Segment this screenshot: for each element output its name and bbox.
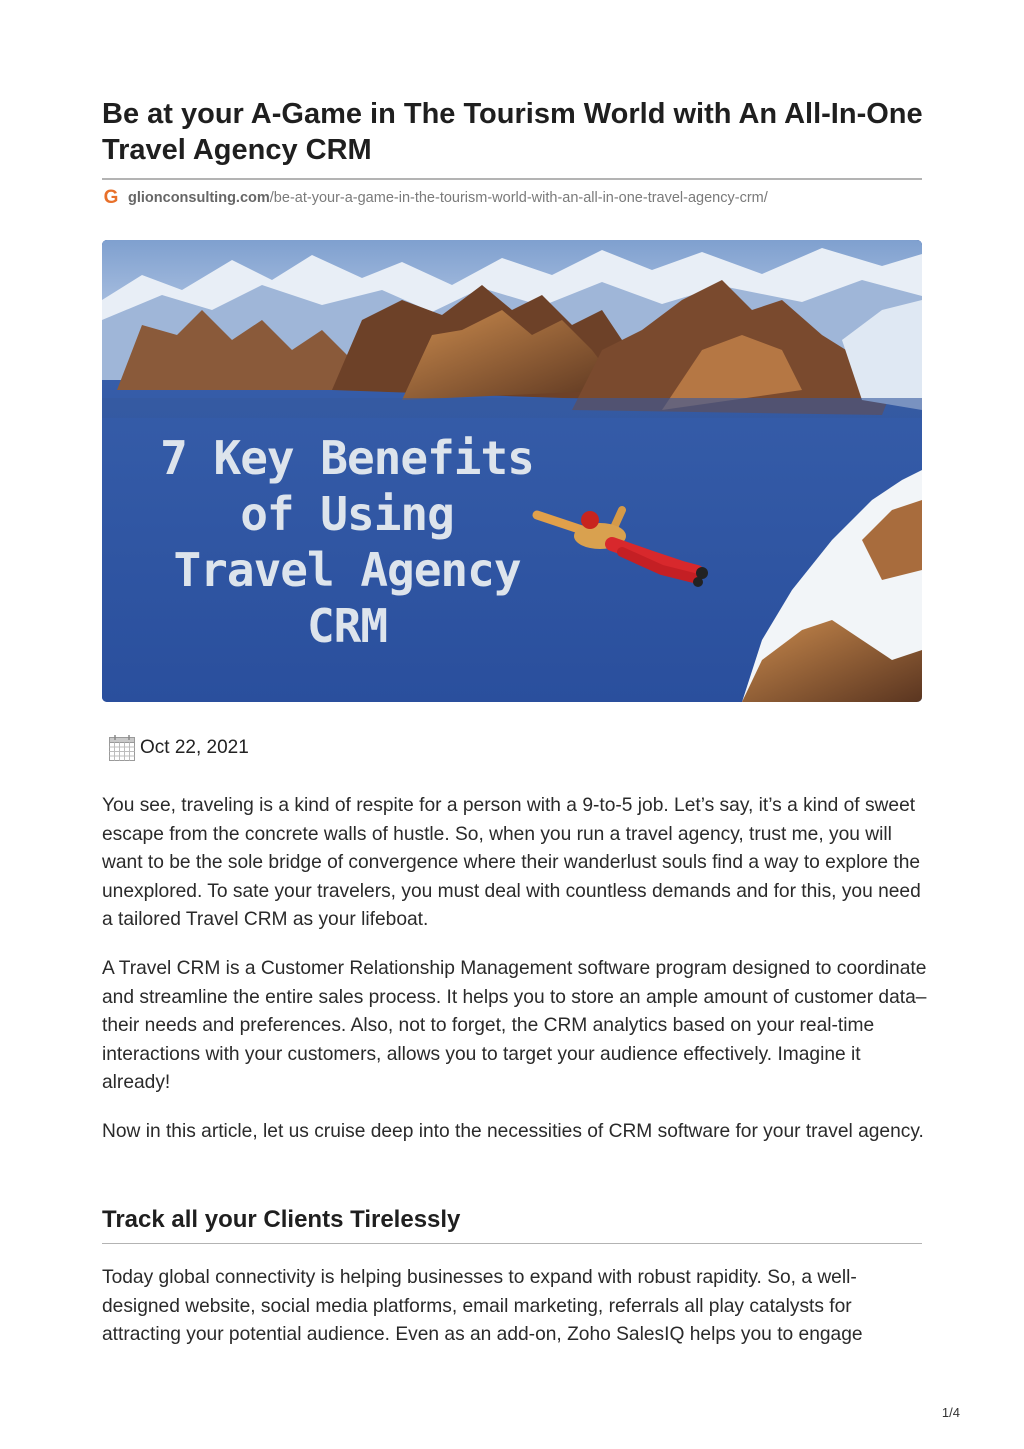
hero-image <box>102 240 922 702</box>
section-heading: Track all your Clients Tirelessly <box>102 1206 461 1233</box>
paragraph: You see, traveling is a kind of respite for a person with a 9-to-5 job. Let’s say, it’s a kind of sweet escape from the concrete walls of hustle. So, when you run a travel agency, trust me, you will want to be the sole bridge of convergence where their wanderlust souls find a way to explore the unexplored. To sate your travelers, you must deal with countless demands and for this, you need a tailored Travel CRM as your lifeboat. <box>102 795 921 930</box>
source-path: /be-at-your-a-game-in-the-tourism-world-with-an-all-in-one-travel-agency-crm/ <box>269 190 768 206</box>
paragraph: A Travel CRM is a Customer Relationship Management software program designed to coordinate and streamline the entire sales process. It helps you to store an ample amount of customer data– their needs and preferences. Also, not to forget, the CRM analytics based on your real-time interactions with your customers, allows you to target your audience effectively. Imagine it already! <box>102 958 927 1093</box>
date-text: Oct 22, 2021 <box>140 737 249 758</box>
source-link[interactable] <box>128 190 768 206</box>
hero-caption-line: Travel Agency <box>173 543 521 597</box>
calendar-icon <box>108 734 136 762</box>
paragraph: Today global connectivity is helping businesses to expand with robust rapidity. So, a well-designed website, social media platforms, email marketing, referrals all play catalysts for attracting your potential audience. Even as an add-on, Zoho SalesIQ helps you to engage <box>102 1267 863 1345</box>
article-title: Be at your A-Game in The Tourism World with An All-In-One Travel Agency CRM <box>102 98 923 166</box>
source-domain: glionconsulting.com <box>128 190 270 206</box>
hero-caption-line: CRM <box>306 599 388 653</box>
hero-caption-line: of Using <box>240 487 454 541</box>
hero-caption-line: 7 Key Benefits <box>160 431 534 485</box>
hero-caption <box>147 430 547 654</box>
title-divider <box>102 178 922 180</box>
paragraph: Now in this article, let us cruise deep into the necessities of CRM software for your travel agency. <box>102 1121 924 1142</box>
publish-date <box>108 734 249 762</box>
section-divider <box>102 1243 922 1244</box>
page-number: 1/4 <box>941 1405 960 1420</box>
site-logo-icon: G <box>103 187 119 208</box>
source-line <box>102 188 768 208</box>
